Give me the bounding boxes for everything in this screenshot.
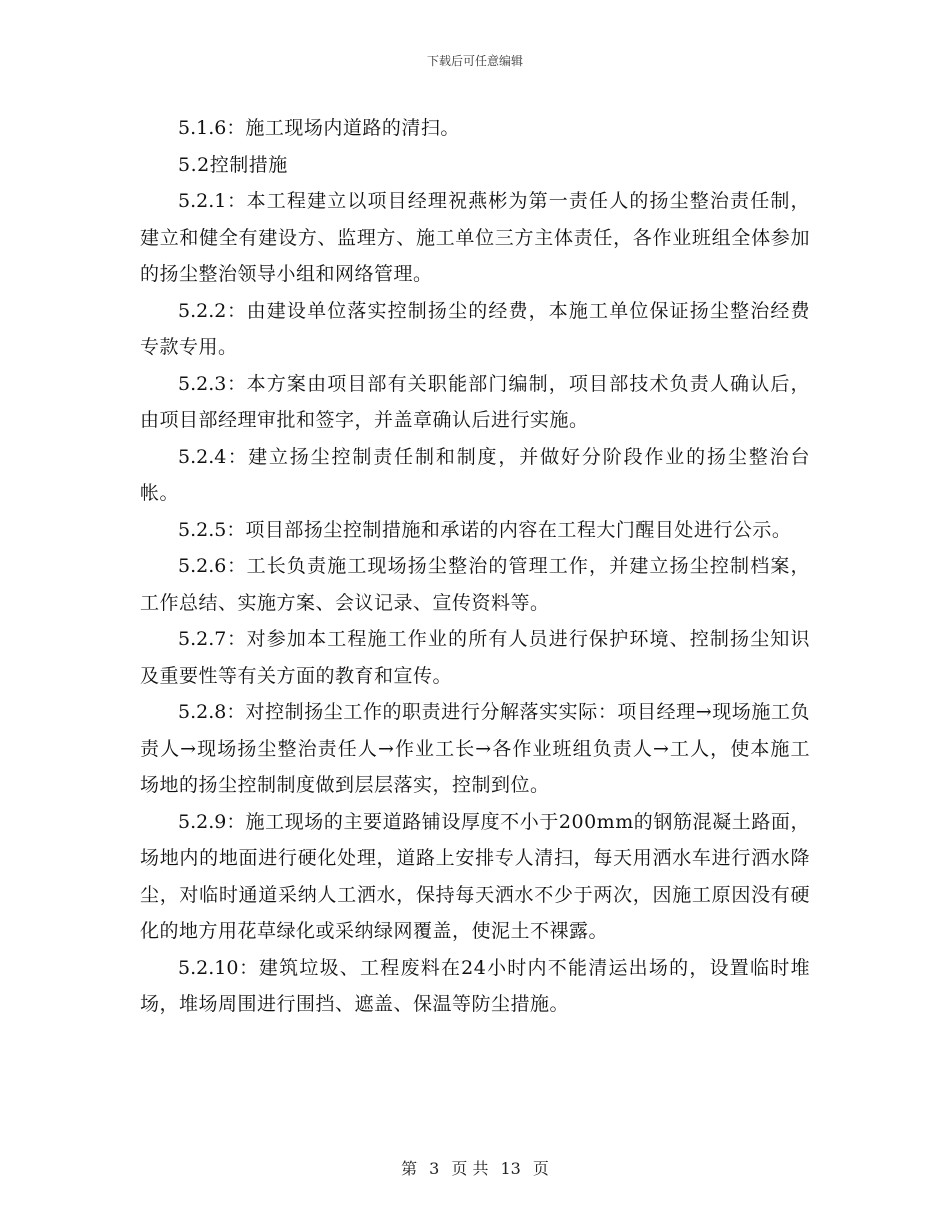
paragraph-text: 由建设单位落实控制扬尘的经费，本施工单位保证扬尘整治经费专款专用。 [140, 299, 810, 358]
paragraph-text: 工长负责施工现场扬尘整治的管理工作，并建立扬尘控制档案，工作总结、实施方案、会议记录、宣传资料等。 [140, 555, 810, 614]
paragraph-text: 对参加本工程施工作业的所有人员进行保护环境、控制扬尘知识及重要性等有关方面的教育和宣传。 [140, 628, 810, 687]
paragraph-text: 施工现场内道路的清扫。 [245, 117, 460, 139]
paragraph-5-2-7 [140, 621, 810, 694]
clause-number: 5.2.10： [178, 956, 259, 979]
paragraph-text: 本方案由项目部有关职能部门编制，项目部技术负责人确认后，由项目部经理审批和签字，并盖章确认后进行实施。 [140, 372, 810, 431]
paragraph-text: 项目部扬尘控制措施和承诺的内容在工程大门醒目处进行公示。 [245, 518, 792, 541]
footer-prefix: 第 [401, 1159, 418, 1178]
paragraph-text: 建筑垃圾、工程废料在24小时内不能清运出场的，设置临时堆场，堆场周围进行围挡、遮盖、保温等防尘措施。 [140, 956, 810, 1015]
footer-suffix: 页 [532, 1159, 549, 1178]
paragraph-5-1-6 [140, 110, 810, 147]
paragraph-5-2-9 [140, 804, 810, 950]
clause-number: 5.2.6： [178, 555, 247, 577]
clause-number: 5.1.6： [178, 117, 246, 139]
clause-number: 5.2.3： [178, 372, 247, 395]
paragraph-text: 建立扬尘控制责任制和制度，并做好分阶段作业的扬尘整治台帐。 [140, 445, 810, 504]
clause-number: 5.2.4： [178, 445, 249, 468]
clause-number: 5.2.5： [178, 518, 246, 541]
paragraph-5-2-8 [140, 694, 810, 804]
clause-number: 5.2.9： [178, 810, 246, 833]
clause-number: 5.2.2： [178, 299, 247, 322]
paragraph-text: 对控制扬尘工作的职责进行分解落实实际：项目经理→现场施工负责人→现场扬尘整治责任人→作业工长→各作业班组负责人→工人，使本施工场地的扬尘控制制度做到层层落实，控制到位。 [140, 701, 810, 796]
footer-middle: 页 共 [451, 1159, 489, 1178]
total-page-count: 13 [500, 1159, 521, 1178]
paragraph-text: 施工现场的主要道路铺设厚度不小于200mm的钢筋混凝土路面，场地内的地面进行硬化处理，道路上安排专人清扫，每天用洒水车进行洒水降尘，对临时通道采纳人工洒水，保持每天洒水不少于两次，因施工原因没有硬化的地方用花草绿化或采纳绿网覆盖，使泥土不裸露。 [140, 810, 810, 942]
paragraph-5-2-3 [140, 366, 810, 439]
paragraph-5-2-4 [140, 439, 810, 512]
paragraph-5-2-1 [140, 183, 810, 293]
document-body [140, 110, 810, 1023]
paragraph-5-2-2 [140, 293, 810, 366]
paragraph-5-2-6 [140, 548, 810, 621]
paragraph-5-2-10 [140, 950, 810, 1023]
clause-number: 5.2.1： [178, 190, 247, 212]
page-header: 下载后可任意编辑 [426, 54, 523, 68]
paragraph-text: 本工程建立以项目经理祝燕彬为第一责任人的扬尘整治责任制，建立和健全有建设方、监理方、施工单位三方主体责任，各作业班组全体参加的扬尘整治领导小组和网络管理。 [140, 190, 810, 285]
clause-number: 5.2.8： [178, 701, 246, 723]
page-footer [0, 1156, 950, 1179]
paragraph-5-2-5 [140, 512, 810, 549]
section-heading-5-2 [140, 147, 810, 184]
clause-number: 5.2.7： [178, 628, 247, 650]
section-title: 5.2控制措施 [178, 153, 288, 176]
current-page-number: 3 [429, 1159, 440, 1178]
